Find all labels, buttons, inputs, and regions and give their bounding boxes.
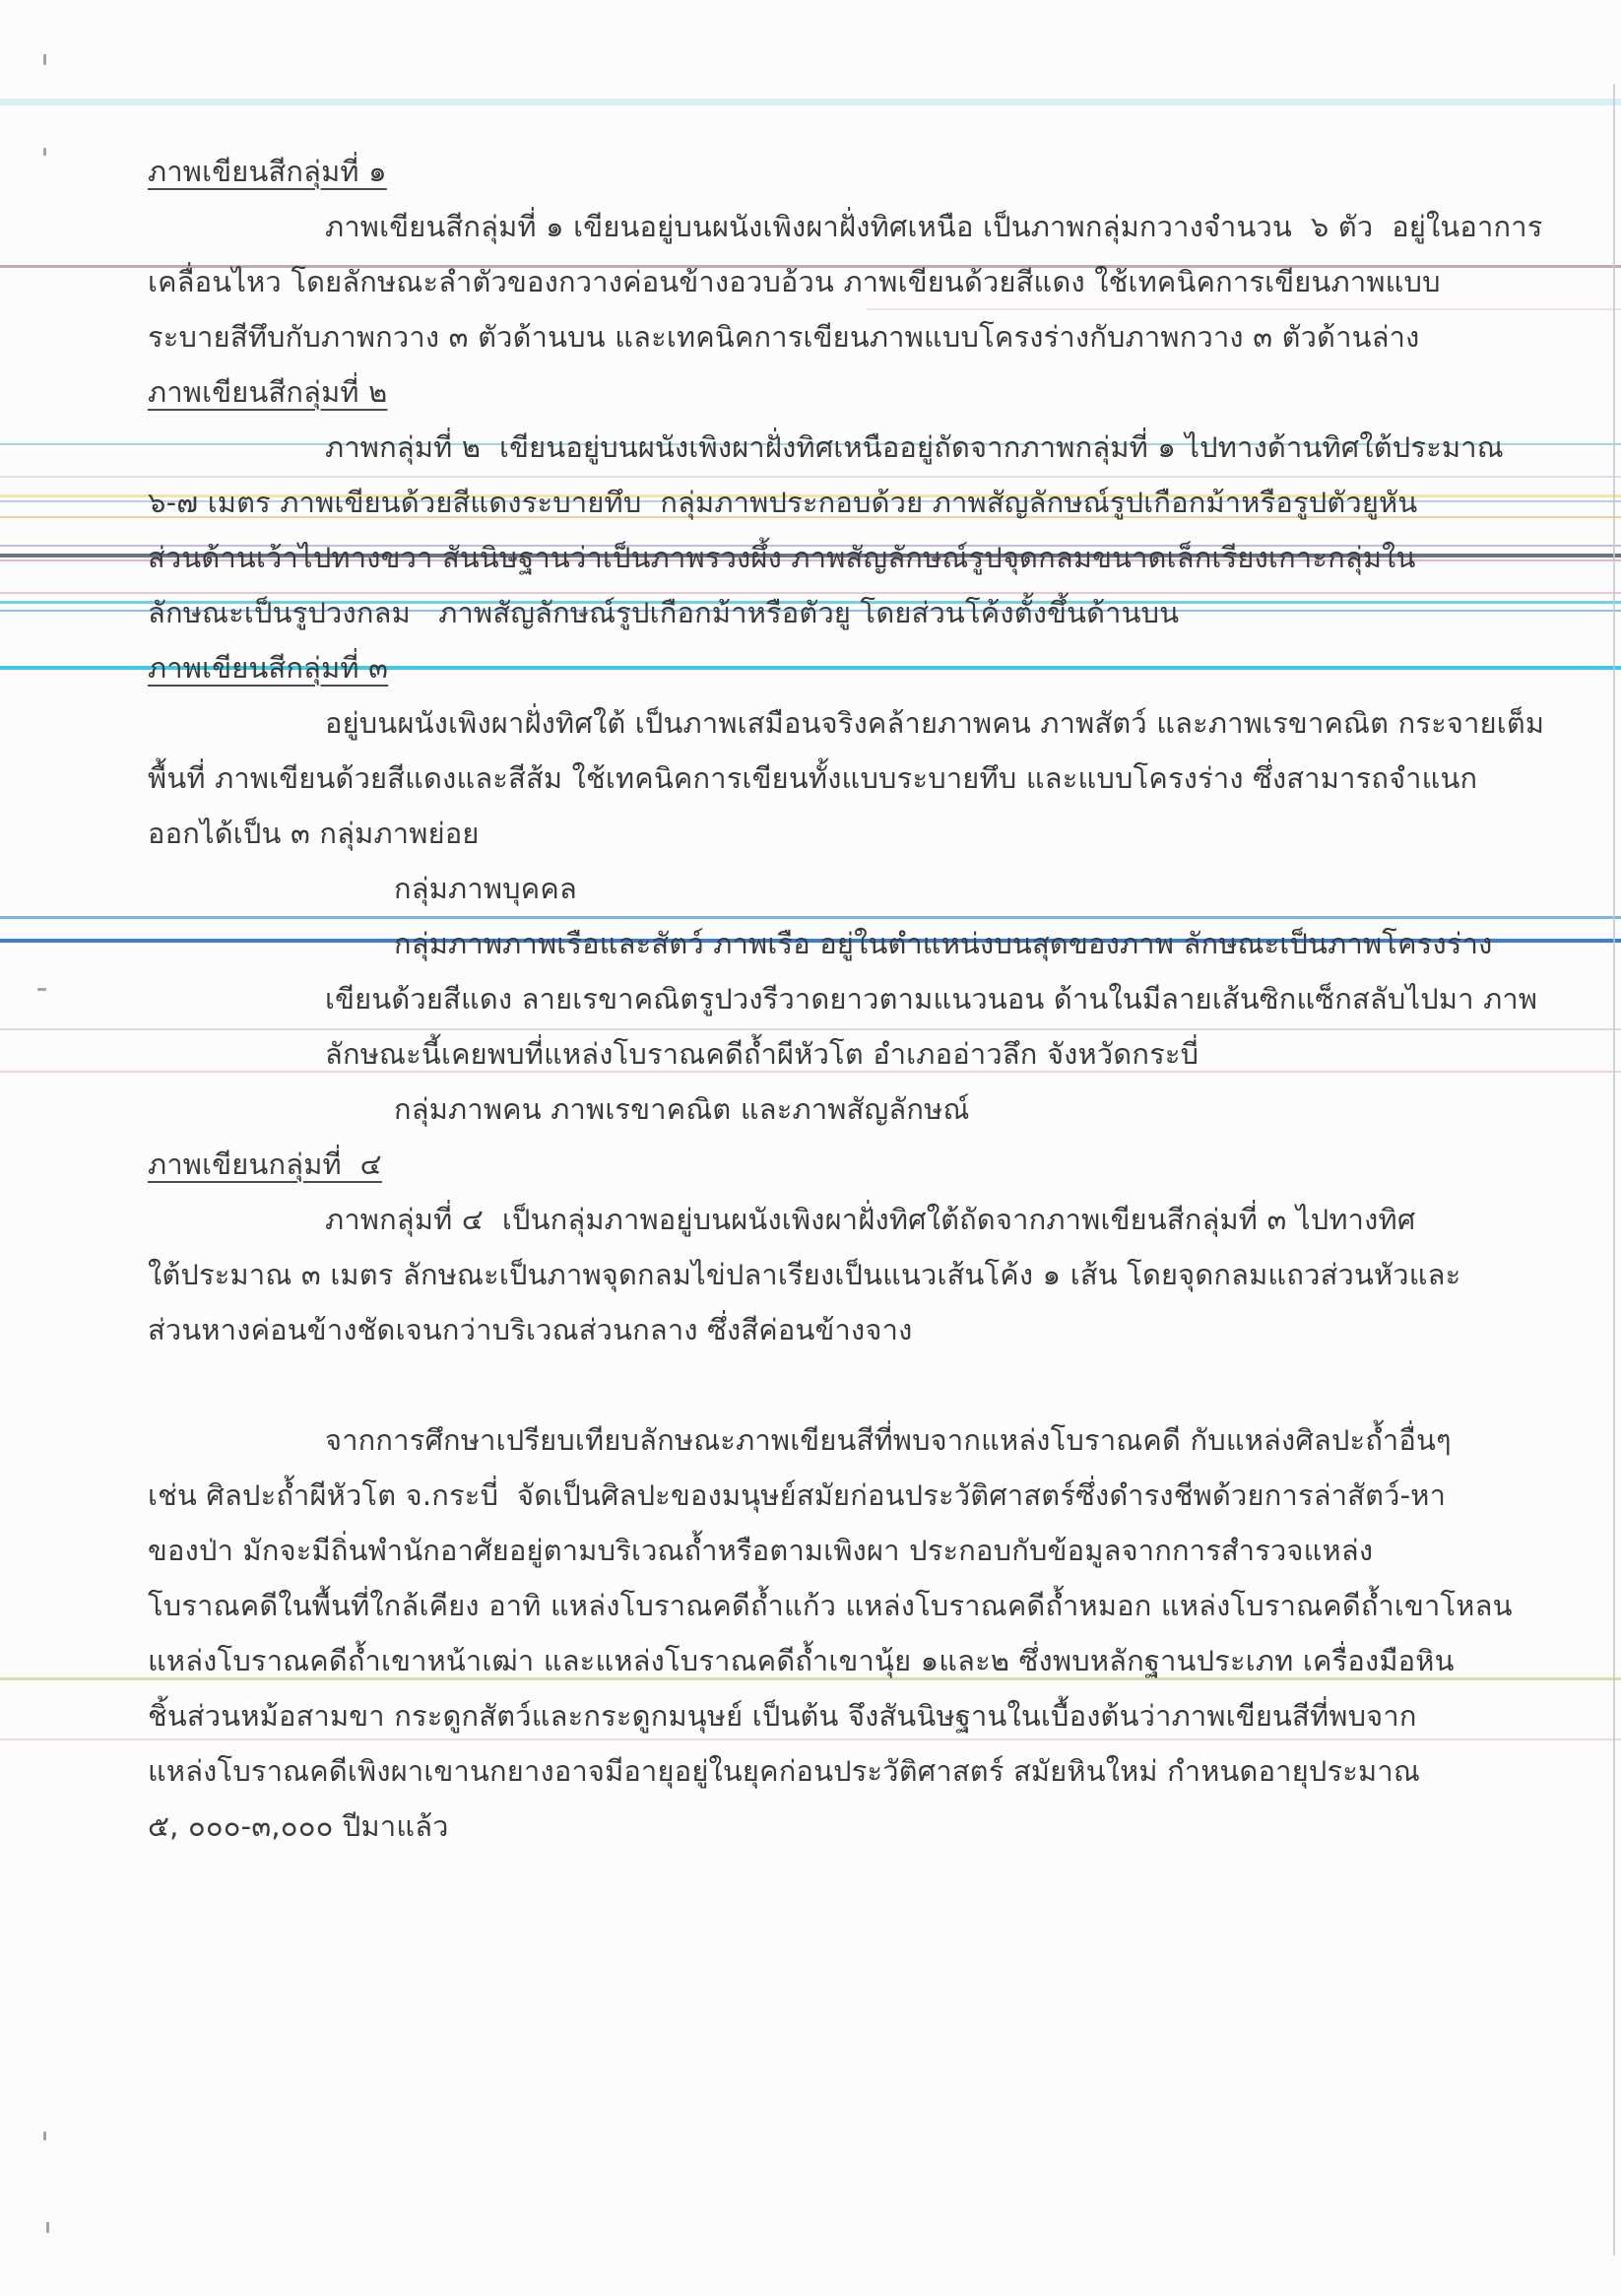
text-line: เช่น ศิลปะถ้ำผีหัวโต จ.กระบี่ จัดเป็นศิลปะของมนุษย์สมัยก่อนประวัติศาสตร์ซึ่งดำรงชีพด้วยการล่าสัตว์-หา (148, 1478, 1447, 1512)
text-line (148, 1359, 1487, 1414)
section-heading: ภาพเขียนสีกลุ่มที่ ๑ (148, 155, 387, 188)
text-line: ลักษณะนี้เคยพบที่แหล่งโบราณคดีถ้ำผีหัวโต อำเภออ่าวลึก จังหวัดกระบี่ (325, 1037, 1200, 1071)
text-line: ๕, ๐๐๐-๓,๐๐๐ ปีมาแล้ว (148, 1809, 449, 1843)
text-line: ใต้ประมาณ ๓ เมตร ลักษณะเป็นภาพจุดกลมไข่ปลาเรียงเป็นแนวเส้นโค้ง ๑ เส้น โดยจุดกลมแถวส่วนหัวและ (148, 1258, 1461, 1291)
text-line: เขียนด้วยสีแดง ลายเรขาคณิตรูปวงรีวาดยาวตามแนวนอน ด้านในมีลายเส้นซิกแซ็กสลับไปมา ภาพ (325, 982, 1538, 1016)
text-line: ของป่า มักจะมีถิ่นพำนักอาศัยอยู่ตามบริเวณถ้ำหรือตามเพิงผา ประกอบกับข้อมูลจากการสำรวจแหล่ง (148, 1534, 1374, 1567)
text-line: ระบายสีทึบกับภาพกวาง ๓ ตัวด้านบน และเทคนิคการเขียนภาพแบบโครงร่างกับภาพกวาง ๓ ตัวด้านล่าง (148, 320, 1420, 354)
text-line: ภาพกลุ่มที่ ๒ เขียนอยู่บนผนังเพิงผาฝั่งทิศเหนืออยู่ถัดจากภาพกลุ่มที่ ๑ ไปทางด้านทิศใต้ประมาณ (325, 430, 1504, 464)
text-line: กลุ่มภาพคน ภาพเรขาคณิต และภาพสัญลักษณ์ (394, 1092, 970, 1126)
text-line: อยู่บนผนังเพิงผาฝั่งทิศใต้ เป็นภาพเสมือนจริงคล้ายภาพคน ภาพสัตว์ และภาพเรขาคณิต กระจายเต็ม (325, 706, 1545, 740)
section-heading: ภาพเขียนกลุ่มที่ ๔ (148, 1148, 382, 1181)
text-line: ภาพกลุ่มที่ ๔ เป็นกลุ่มภาพอยู่บนผนังเพิงผาฝั่งทิศใต้ถัดจากภาพเขียนสีกลุ่มที่ ๓ ไปทางทิศ (325, 1203, 1416, 1236)
text-line: ส่วนด้านเว้าไปทางขวา สันนิษฐานว่าเป็นภาพรวงผึ้ง ภาพสัญลักษณ์รูปจุดกลมขนาดเล็กเรียงเกาะกลุ่มใน (148, 541, 1416, 574)
text-line: กลุ่มภาพบุคคล (394, 872, 577, 905)
text-line: ออกได้เป็น ๓ กลุ่มภาพย่อย (148, 817, 480, 850)
text-line: ๖-๗ เมตร ภาพเขียนด้วยสีแดงระบายทึบ กลุ่มภาพประกอบด้วย ภาพสัญลักษณ์รูปเกือกม้าหรือรูปตัวยูหัน (148, 486, 1418, 519)
text-line: โบราณคดีในพื้นที่ใกล้เคียง อาทิ แหล่งโบราณคดีถ้ำแก้ว แหล่งโบราณคดีถ้ำหมอก แหล่งโบราณคดีถ้ำเขาโหลน (148, 1589, 1513, 1622)
text-line: ชิ้นส่วนหม้อสามขา กระดูกสัตว์และกระดูกมนุษย์ เป็นต้น จึงสันนิษฐานในเบื้องต้นว่าภาพเขียนสีที่พบจาก (148, 1699, 1417, 1733)
text-line: ภาพเขียนสีกลุ่มที่ ๑ เขียนอยู่บนผนังเพิงผาฝั่งทิศเหนือ เป็นภาพกลุ่มกวางจำนวน ๖ ตัว อยู่ในอาการ (325, 210, 1543, 243)
text-line: จากการศึกษาเปรียบเทียบลักษณะภาพเขียนสีที่พบจากแหล่งโบราณคดี กับแหล่งศิลปะถ้ำอื่นๆ (325, 1423, 1452, 1457)
text-line: เคลื่อนไหว โดยลักษณะลำตัวของกวางค่อนข้างอวบอ้วน ภาพเขียนด้วยสีแดง ใช้เทคนิคการเขียนภาพแบบ (148, 265, 1441, 298)
text-line: กลุ่มภาพภาพเรือและสัตว์ ภาพเรือ อยู่ในตำแหน่งบนสุดของภาพ ลักษณะเป็นภาพโครงร่าง (394, 927, 1493, 960)
text-line: ส่วนหางค่อนข้างชัดเจนกว่าบริเวณส่วนกลาง ซึ่งสีค่อนข้างจาง (148, 1313, 913, 1346)
text-line: แหล่งโบราณคดีถ้ำเขาหน้าเฒ่า และแหล่งโบราณคดีถ้ำเขานุ้ย ๑และ๒ ซึ่งพบหลักฐานประเภท เครื่องมือหิน (148, 1644, 1455, 1677)
section-heading: ภาพเขียนสีกลุ่มที่ ๒ (148, 375, 388, 409)
section-heading: ภาพเขียนสีกลุ่มที่ ๓ (148, 651, 389, 685)
text-line: แหล่งโบราณคดีเพิงผาเขานกยางอาจมีอายุอยู่ในยุคก่อนประวัติศาสตร์ สมัยหินใหม่ กำหนดอายุประมาณ (148, 1754, 1420, 1788)
text-line: พื้นที่ ภาพเขียนด้วยสีแดงและสีส้ม ใช้เทคนิคการเขียนทั้งแบบระบายทึบ และแบบโครงร่าง ซึ่งสามารถจำแนก (148, 761, 1478, 795)
text-line: ลักษณะเป็นรูปวงกลม ภาพสัญลักษณ์รูปเกือกม้าหรือตัวยู โดยส่วนโค้งตั้งขึ้นด้านบน (148, 596, 1180, 629)
